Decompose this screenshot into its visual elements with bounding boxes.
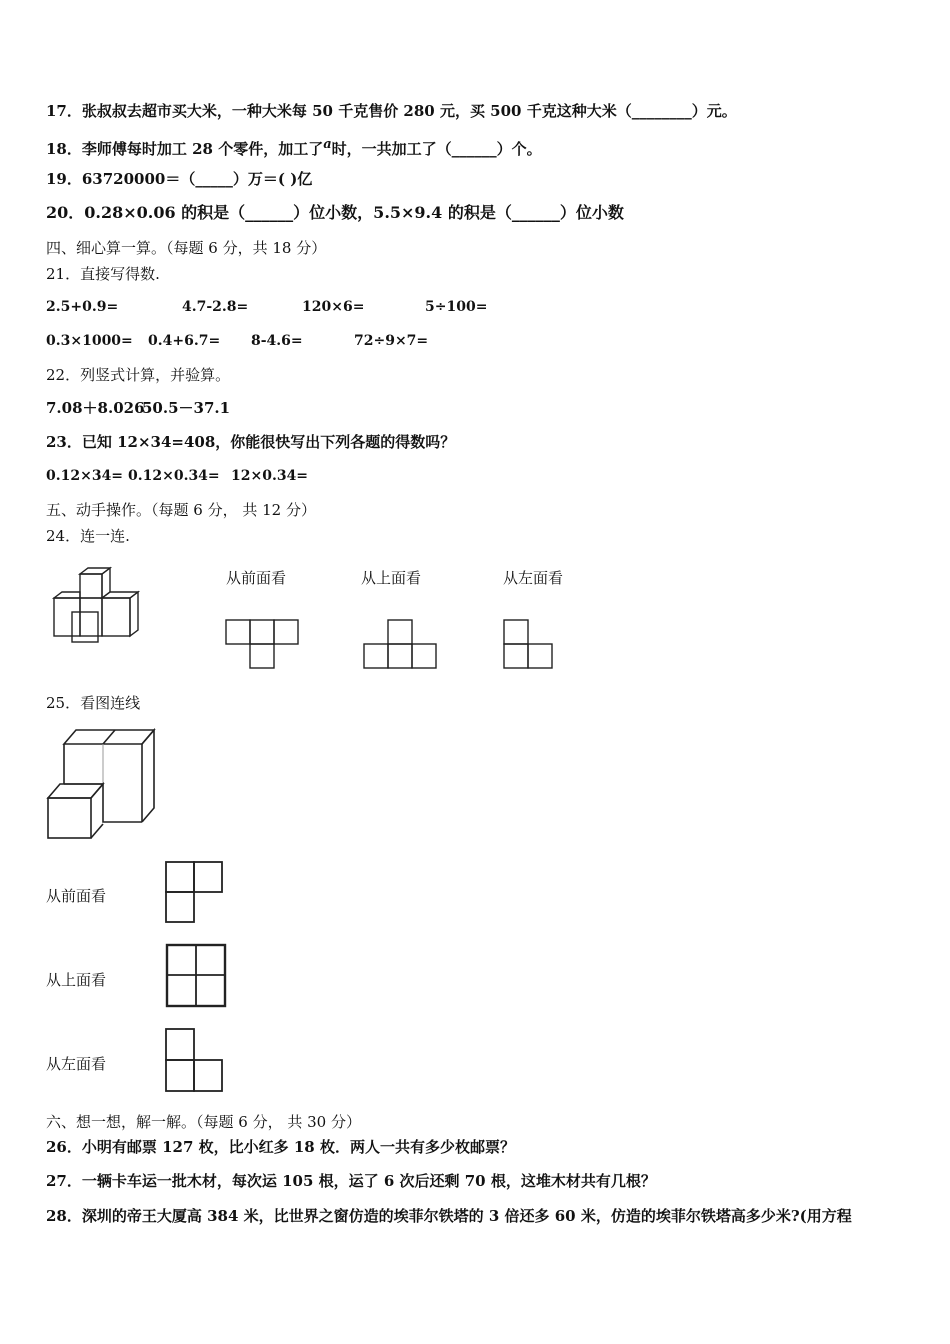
q24-solid-figure <box>48 564 148 644</box>
q25-solid-figure <box>44 726 164 844</box>
q23-item-2: 0.12×0.34= <box>128 468 220 484</box>
q21-row1-item-4: 5÷100= <box>425 299 488 315</box>
q24-view-shape-l <box>502 618 558 672</box>
question-18-variable: a <box>323 137 332 152</box>
q21-row1-item-1: 2.5+0.9= <box>46 299 119 315</box>
q24-view-shape-t <box>224 618 302 672</box>
q23-item-3: 12×0.34= <box>231 468 309 484</box>
q24-view-label-left: 从左面看 <box>503 569 564 587</box>
section-6-heading: 六、想一想，解一解。（每题 6 分， 共 30 分） <box>46 1113 361 1131</box>
question-22: 22．列竖式计算，并验算。 <box>46 366 231 384</box>
q23-item-1: 0.12×34= <box>46 468 124 484</box>
question-18 <box>46 135 542 159</box>
question-20: 20．0.28×0.06 的积是（______）位小数，5.5×9.4 的积是（______）位小数 <box>46 203 624 222</box>
q21-row2-item-2: 0.4+6.7= <box>148 333 221 349</box>
question-24: 24．连一连. <box>46 527 130 545</box>
section-4-heading: 四、细心算一算。（每题 6 分，共 18 分） <box>46 239 327 257</box>
question-21: 21．直接写得数. <box>46 265 160 283</box>
question-18-text-b: 时，一共加工了（______）个。 <box>331 140 542 158</box>
q21-row1-item-2: 4.7-2.8= <box>182 299 249 315</box>
question-17: 17．张叔叔去超市买大米，一种大米每 50 千克售价 280 元，买 500 千克这种大米（________）元。 <box>46 102 737 120</box>
q25-view-label-top: 从上面看 <box>46 971 107 989</box>
q24-view-shape-inverted-t <box>362 618 440 672</box>
q21-row2-item-1: 0.3×1000= <box>46 333 133 349</box>
question-28: 28．深圳的帝王大厦高 384 米，比世界之窗仿造的埃菲尔铁塔的 3 倍还多 60 米，仿造的埃菲尔铁塔高多少米?(用方程 <box>46 1207 852 1225</box>
q24-view-label-top: 从上面看 <box>361 569 422 587</box>
q25-view-shape-top <box>164 942 230 1010</box>
q21-row1-item-3: 120×6= <box>302 299 365 315</box>
q25-view-shape-left <box>164 1027 226 1095</box>
question-18-text-a: 18．李师傅每时加工 28 个零件，加工了 <box>46 140 324 158</box>
q25-view-shape-front <box>164 860 226 926</box>
question-26: 26．小明有邮票 127 枚，比小红多 18 枚．两人一共有多少枚邮票？ <box>46 1138 515 1156</box>
q21-row2-item-3: 8-4.6= <box>251 333 303 349</box>
question-25: 25．看图连线 <box>46 694 141 712</box>
question-19: 19．63720000＝（_____）万＝( )亿 <box>46 170 313 188</box>
q21-row2-item-4: 72÷9×7= <box>354 333 429 349</box>
question-23: 23．已知 12×34=408，你能很快写出下列各题的得数吗？ <box>46 433 456 451</box>
q22-item-1: 7.08＋8.026 <box>46 399 145 417</box>
question-27: 27．一辆卡车运一批木材，每次运 105 根，运了 6 次后还剩 70 根，这堆木材共有几根？ <box>46 1172 656 1190</box>
q25-view-label-left: 从左面看 <box>46 1055 107 1073</box>
section-5-heading: 五、动手操作。（每题 6 分， 共 12 分） <box>46 501 316 519</box>
q22-item-2: 50.5－37.1 <box>142 399 231 417</box>
q25-view-label-front: 从前面看 <box>46 887 107 905</box>
q24-view-label-front: 从前面看 <box>226 569 287 587</box>
